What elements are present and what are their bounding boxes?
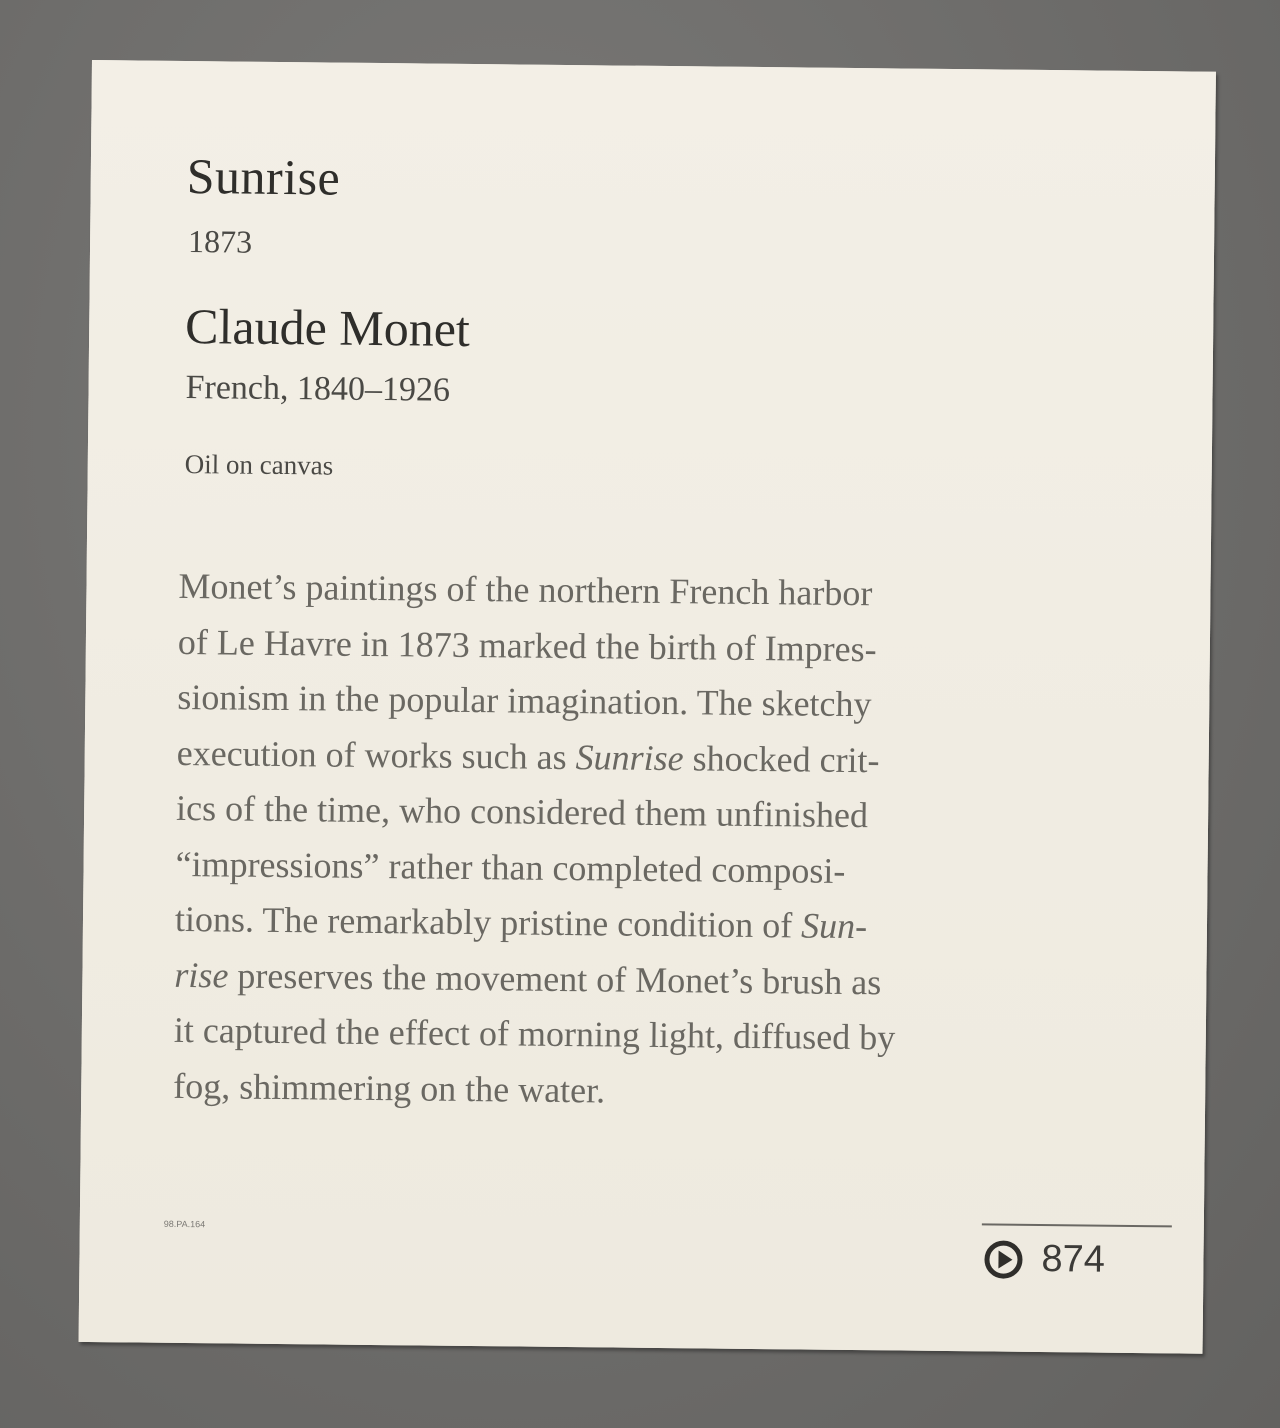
description-text: Monet’s paintings of the northern French harbor <box>178 565 873 614</box>
description-line <box>175 892 1076 957</box>
artwork-medium: Oil on canvas <box>184 448 334 481</box>
description-text: of Le Havre in 1873 marked the birth of Impres- <box>177 621 877 669</box>
description-italic-title: Sun- <box>800 905 868 947</box>
accession-number: 98.PA.164 <box>163 1218 206 1230</box>
artist-nationality-dates: French, 1840–1926 <box>185 368 451 409</box>
description-italic-title: rise <box>174 954 229 995</box>
description-text: sionism in the popular imagination. The sketchy <box>177 676 872 725</box>
play-circle-icon <box>983 1239 1023 1279</box>
description-text: ics of the time, who considered them unfinished <box>175 787 869 836</box>
artwork-title: Sunrise <box>186 148 341 206</box>
description-text: execution of works such as <box>176 732 576 777</box>
audio-stop-number: 874 <box>1041 1238 1106 1281</box>
description-line <box>177 670 1078 735</box>
description-text: preserves the movement of Monet’s brush as <box>228 954 882 1002</box>
artist-name: Claude Monet <box>184 297 471 357</box>
audio-stop-divider <box>982 1223 1172 1227</box>
description-line <box>176 725 1077 790</box>
description-line <box>174 1003 1075 1068</box>
description-text: tions. The remarkably pristine condition of <box>174 898 802 946</box>
description-line <box>178 559 1079 624</box>
artwork-description <box>173 559 1079 1123</box>
description-line <box>174 947 1075 1012</box>
artwork-date: 1873 <box>187 223 253 260</box>
audio-tour-stop <box>983 1237 1105 1281</box>
description-line <box>178 614 1079 679</box>
description-text: “impressions” rather than completed composi- <box>175 843 846 891</box>
museum-wall-label <box>79 60 1216 1354</box>
description-text: shocked crit- <box>683 737 880 780</box>
description-line <box>175 836 1076 901</box>
description-line <box>176 781 1077 846</box>
description-text: fog, shimmering on the water. <box>173 1065 606 1110</box>
description-text: it captured the effect of morning light, diffused by <box>173 1009 896 1058</box>
description-italic-title: Sunrise <box>575 736 684 778</box>
description-line <box>173 1058 1074 1123</box>
